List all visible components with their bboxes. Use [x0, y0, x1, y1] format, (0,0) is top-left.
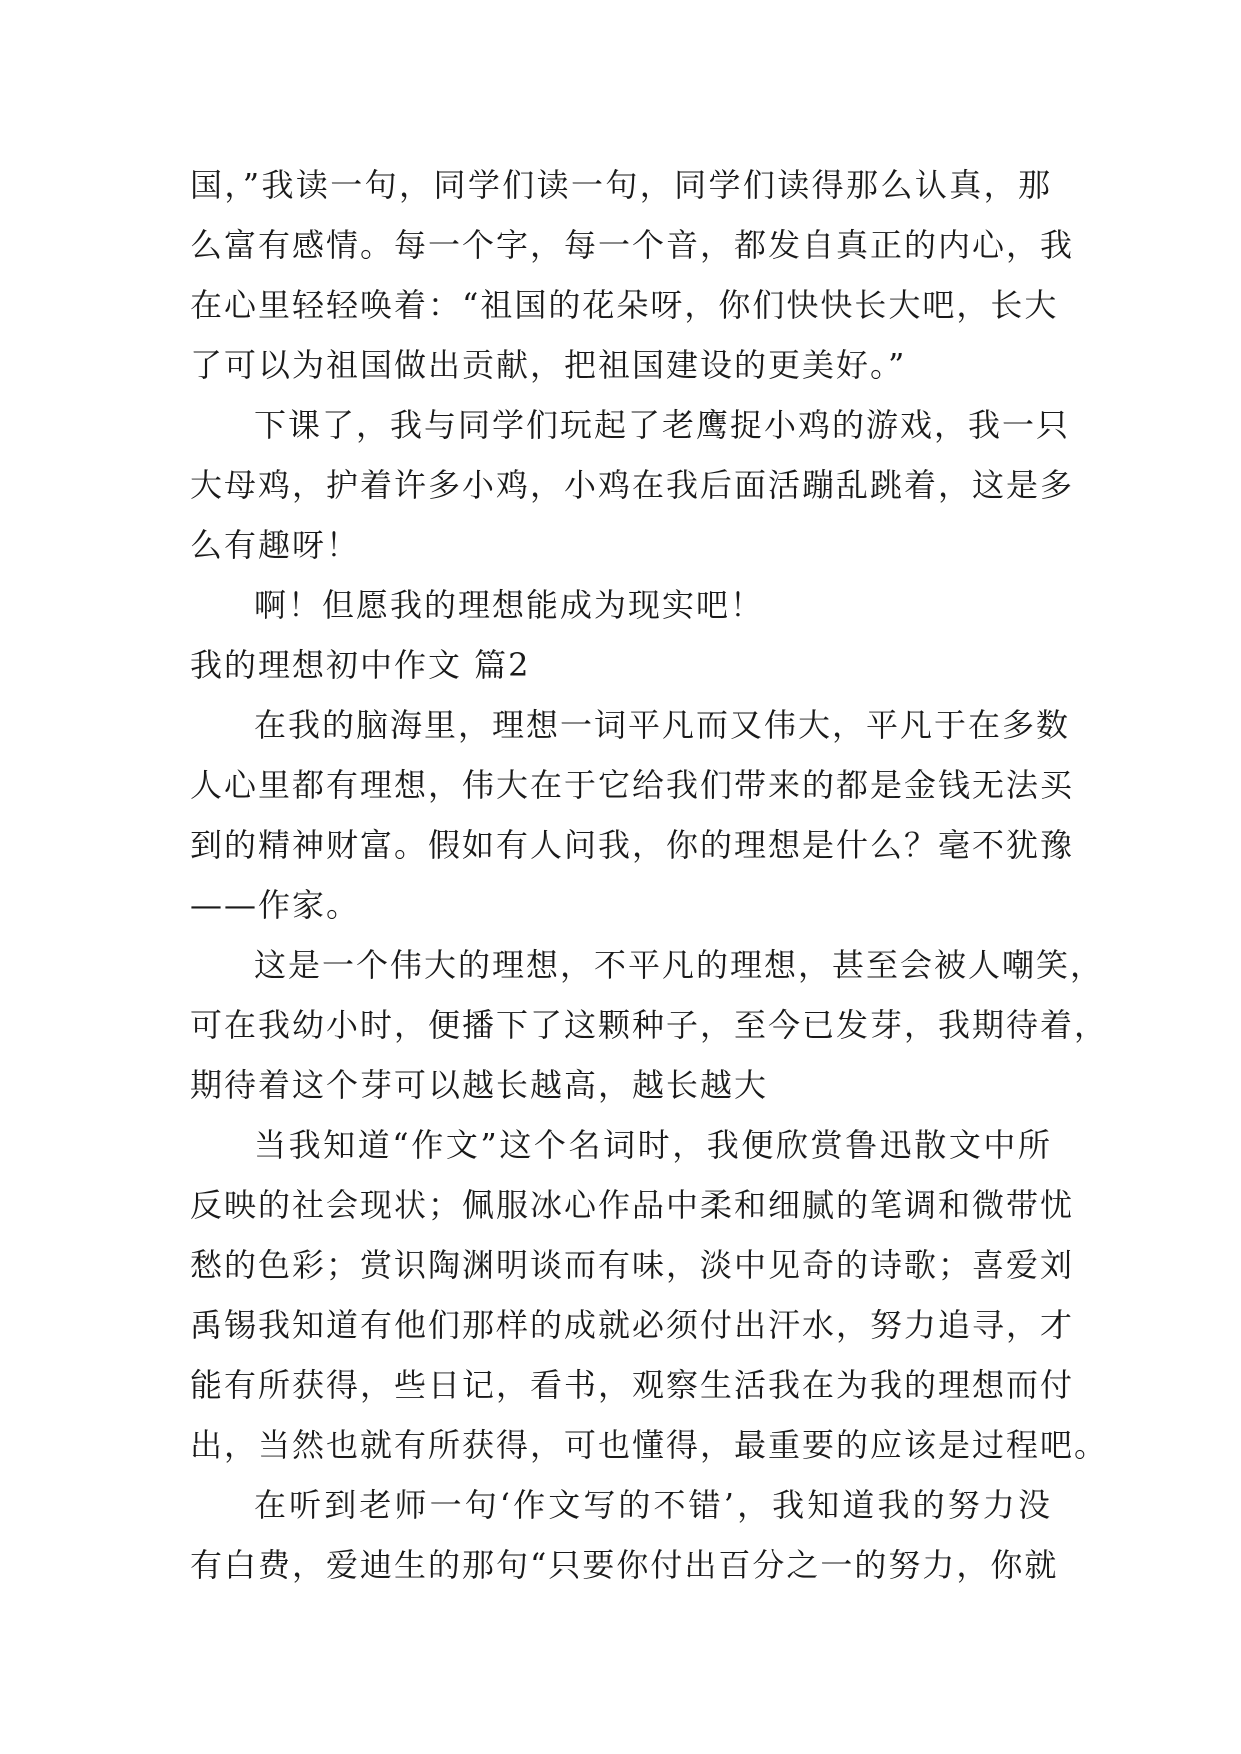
text-line: 在心里轻轻唤着：“祖国的花朵呀，你们快快长大吧，长大 — [190, 286, 1059, 324]
text-line: 期待着这个芽可以越长越高，越长越大 — [190, 1066, 769, 1104]
text-line: 么富有感情。每一个字，每一个音，都发自真正的内心，我 — [190, 226, 1075, 264]
paragraph-first-line: 在听到老师一句‘作文写的不错’，我知道我的努力没 — [254, 1486, 1052, 1524]
text-line: 么有趣呀！ — [190, 526, 361, 564]
section-heading: 我的理想初中作文 篇2 — [190, 646, 531, 684]
text-line: 禹锡我知道有他们那样的成就必须付出汗水，努力追寻，才 — [190, 1306, 1075, 1344]
text-line: 到的精神财富。假如有人问我，你的理想是什么？毫不犹豫 — [190, 826, 1075, 864]
text-line: 愁的色彩；赏识陶渊明谈而有味，淡中见奇的诗歌；喜爱刘 — [190, 1246, 1075, 1284]
text-line: 可在我幼小时，便播下了这颗种子，至今已发芽，我期待着， — [190, 1006, 1109, 1044]
text-line: 出，当然也就有所获得，可也懂得，最重要的应该是过程吧。 — [190, 1426, 1109, 1464]
paragraph-first-line: 这是一个伟大的理想，不平凡的理想，甚至会被人嘲笑， — [254, 946, 1105, 984]
paragraph-first-line: 当我知道“作文”这个名词时，我便欣赏鲁迅散文中所 — [254, 1126, 1052, 1164]
text-line: 能有所获得，些日记，看书，观察生活我在为我的理想而付 — [190, 1366, 1075, 1404]
text-line: 人心里都有理想，伟大在于它给我们带来的都是金钱无法买 — [190, 766, 1075, 804]
paragraph-first-line: 啊！但愿我的理想能成为现实吧！ — [254, 586, 765, 624]
text-line: 有白费，爱迪生的那句“只要你付出百分之一的努力，你就 — [190, 1546, 1059, 1584]
text-line: ——作家。 — [190, 886, 361, 924]
text-line: 大母鸡，护着许多小鸡，小鸡在我后面活蹦乱跳着，这是多 — [190, 466, 1075, 504]
text-line: 国，”我读一句，同学们读一句，同学们读得那么认真，那 — [190, 166, 1052, 204]
paragraph-first-line: 下课了，我与同学们玩起了老鹰捉小鸡的游戏，我一只 — [254, 406, 1071, 444]
paragraph-first-line: 在我的脑海里，理想一词平凡而又伟大，平凡于在多数 — [254, 706, 1071, 744]
text-line: 了可以为祖国做出贡献，把祖国建设的更美好。” — [190, 346, 907, 384]
text-line: 反映的社会现状；佩服冰心作品中柔和细腻的笔调和微带忧 — [190, 1186, 1075, 1224]
